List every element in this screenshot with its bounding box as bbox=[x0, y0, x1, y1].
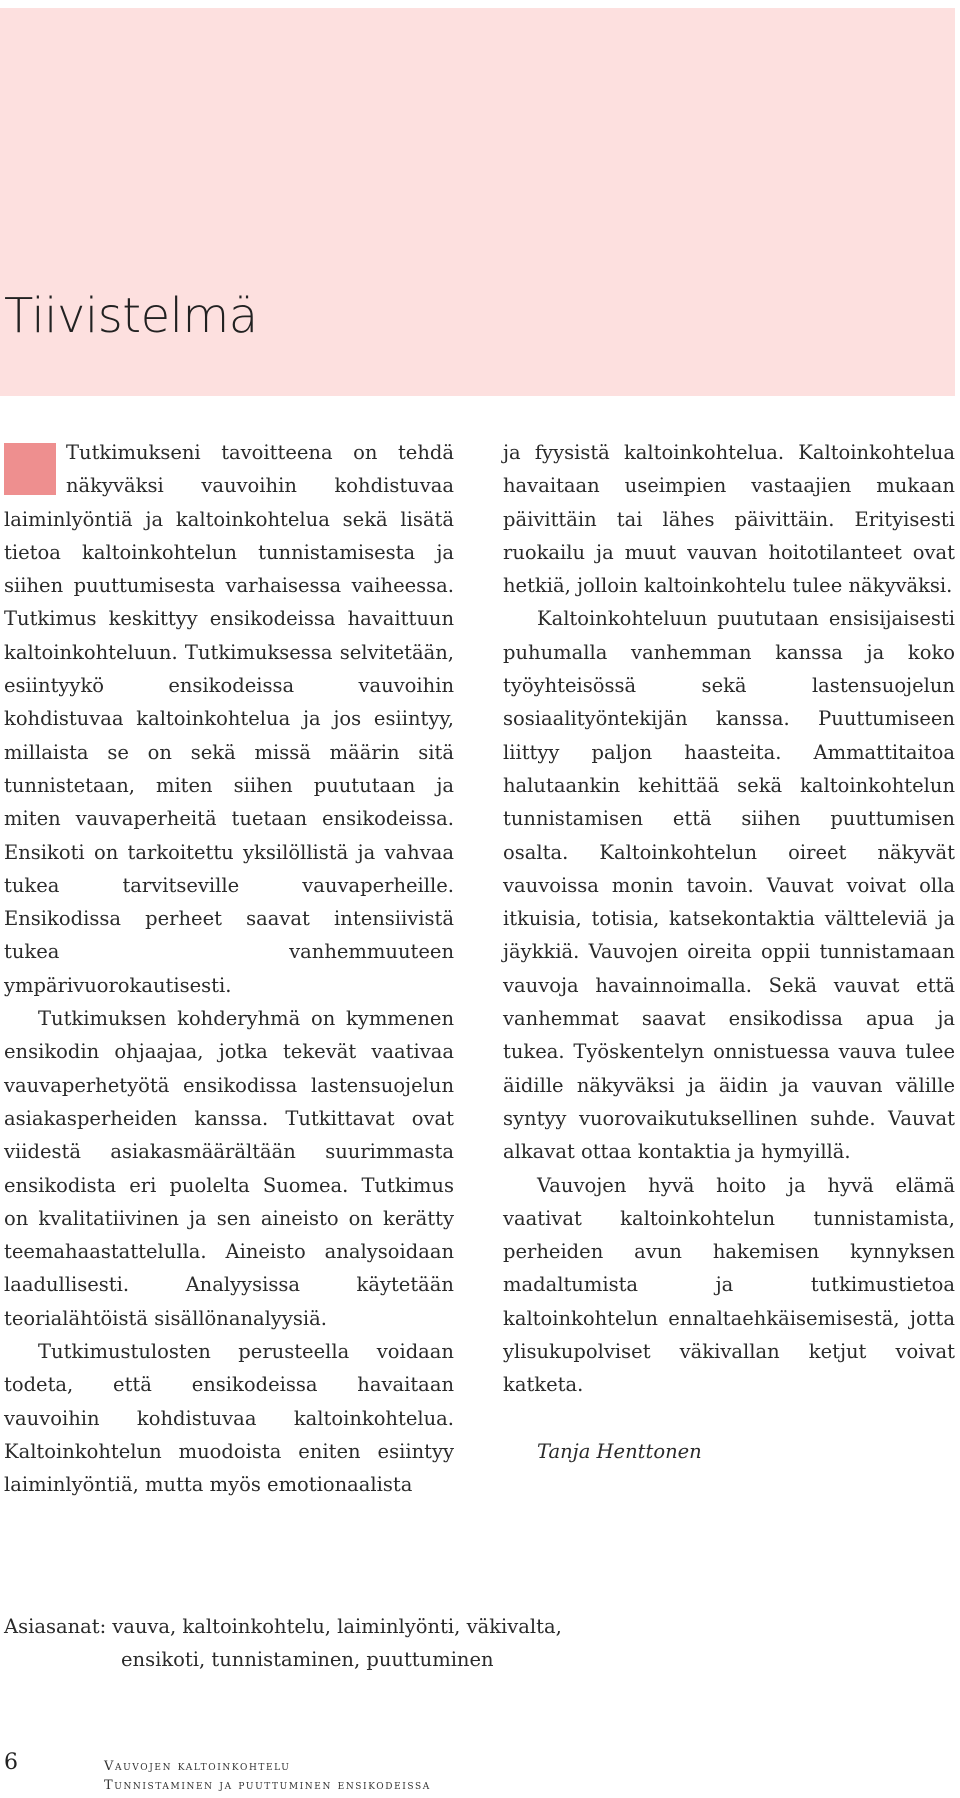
section-marker-square bbox=[4, 443, 56, 495]
abstract-paragraph-4: Kaltoinkohteluun puututaan ensisijaisesti puhumalla vanhemman kanssa ja koko työyhteisössä sekä lastensuojelun sosiaalityöntekijän kanssa. Puuttumiseen liittyy paljon haasteita. Ammattitaitoa halutaankin kehittää sekä kaltoinkohtelun tunnistamisen että siihen puuttumisen osalta. Kaltoinkohtelun oireet näkyvät vauvoissa monin tavoin. Vauvat voivat olla itkuisia, totisia, katsekontaktia vältteleviä ja jäykkiä. Vauvojen oireita oppii tunnistamaan vauvoja havainnoimalla. Sekä vauvat että vanhemmat saavat ensikodissa apua ja tukea. Työskentelyn onnistuessa vauva tulee äidille näkyväksi ja äidin ja vauvan välille syntyy vuorovaikutuksellinen suhde. Vauvat alkavat ottaa kontaktia ja hymyillä. bbox=[503, 607, 955, 1164]
page-number: 6 bbox=[4, 1750, 18, 1775]
abstract-paragraph-1-text: Tutkimukseni tavoitteena on tehdä näkyväksi vauvoihin kohdistuvaa laiminlyöntiä ja kaltoinkohtelua sekä lisätä tietoa kaltoinkohtelun tunnistamisesta ja siihen puuttumisesta varhaisessa vaiheessa. Tutkimus keskittyy ensikodeissa havaittuun kaltoinkohteluun. Tutkimuksessa selvitetään, esiintyykö ensikodeissa vauvoihin kohdistuvaa kaltoinkohtelua ja jos esiintyy, millaista se on sekä missä määrin sitä tunnistetaan, miten siihen puututaan ja miten vauvaperheitä tuetaan ensikodeissa. Ensikoti on tarkoitettu yksilöllistä ja vahvaa tukea tarvitseville vauvaperheille. Ensikodissa perheet saavat intensiivistä tukea vanhemmuuteen ympärivuorokautisesti. bbox=[4, 441, 454, 997]
running-head-line-2: Tunnistaminen ja puuttuminen ensikodeissa bbox=[104, 1778, 431, 1793]
page-title: Tiivistelmä bbox=[4, 288, 258, 344]
abstract-paragraph-1 bbox=[4, 436, 454, 1002]
abstract-paragraph-3: Tutkimustulosten perusteella voidaan todeta, että ensikodeissa havaitaan vauvoihin kohdistuvaa kaltoinkohtelua. Kaltoinkohtelun muodoista eniten esiintyy laiminlyöntiä, mutta myös emotionaalista bbox=[4, 1340, 454, 1497]
author-signature: Tanja Henttonen bbox=[537, 1439, 702, 1463]
keywords-label: Asiasanat: bbox=[4, 1615, 107, 1638]
abstract-paragraph-3-continued: ja fyysistä kaltoinkohtelua. Kaltoinkohtelua havaitaan useimpien vastaajien mukaan päivittäin tai lähes päivittäin. Erityisesti ruokailu ja muut vauvan hoitotilanteet ovat hetkiä, jolloin kaltoinkohtelu tulee näkyväksi. bbox=[503, 441, 955, 598]
abstract-paragraph-5: Vauvojen hyvä hoito ja hyvä elämä vaativat kaltoinkohtelun tunnistamista, perheiden avun hakemisen kynnyksen madaltumista ja tutkimustietoa kaltoinkohtelun ennaltaehkäisemisestä, jotta ylisukupolviset väkivallan ketjut voivat katketa. bbox=[503, 1173, 955, 1397]
abstract-paragraph-2: Tutkimuksen kohderyhmä on kymmenen ensikodin ohjaajaa, jotka tekevät vaativaa vauvaperhetyötä ensikodissa lastensuojelun asiakasperheiden kanssa. Tutkittavat ovat viidestä asiakasmäärältään suurimmasta ensikodista eri puolelta Suomea. Tutkimus on kvalitatiivinen ja sen aineisto on kerätty teemahaastattelulla. Aineisto analysoidaan laadullisesti. Analyysissa käytetään teorialähtöistä sisällönanalyysiä. bbox=[4, 1007, 454, 1330]
running-head-line-1: Vauvojen kaltoinkohtelu bbox=[104, 1759, 291, 1774]
keywords-line-2: ensikoti, tunnistaminen, puuttuminen bbox=[121, 1648, 494, 1671]
left-column bbox=[4, 436, 454, 1502]
right-column bbox=[503, 436, 955, 1468]
keywords-line-1: vauva, kaltoinkohtelu, laiminlyönti, väkivalta, bbox=[112, 1615, 562, 1638]
running-head bbox=[104, 1757, 431, 1795]
keywords-block bbox=[4, 1610, 904, 1676]
